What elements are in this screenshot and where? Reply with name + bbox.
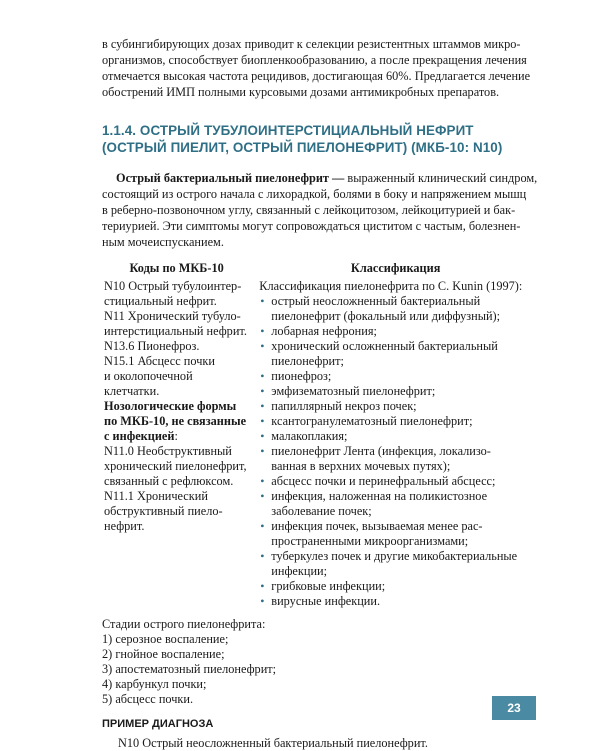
list-item <box>259 579 532 594</box>
section-title-line: 1.1.4. ОСТРЫЙ ТУБУЛОИНТЕРСТИЦИАЛЬНЫЙ НЕФРИТ <box>102 123 474 138</box>
list-item-line: • инфекция, наложенная на поликистозное <box>271 489 488 503</box>
definition-line: ным мочеиспусканием. <box>102 235 224 249</box>
section-title <box>102 122 532 156</box>
classification-column <box>259 260 532 609</box>
classification-table <box>102 260 532 609</box>
classification-header: Классификация <box>350 261 441 275</box>
list-item <box>259 519 532 549</box>
list-item-line: • грибковые инфекции; <box>271 579 386 593</box>
icd-line: и околопочечной <box>104 369 193 383</box>
definition-line: териурией. Эти симптомы могут сопровождаться циститом с частым, болезнен- <box>102 219 521 233</box>
list-item-line: пиелонефрит (фокальный или диффузный); <box>271 309 501 323</box>
definition-first-line <box>102 170 538 186</box>
stage-item: 3) апостематозный пиелонефрит; <box>102 662 277 676</box>
stages-title: Стадии острого пиелонефрита: <box>102 617 266 631</box>
list-item-line: • папиллярный некроз почек; <box>271 399 417 413</box>
list-item <box>259 369 532 384</box>
classification-list <box>259 294 532 609</box>
icd-line: нефрит. <box>104 519 145 533</box>
list-item <box>259 429 532 444</box>
stages-list <box>102 617 532 707</box>
diagnosis-example-text: N10 Острый неосложненный бактериальный пиелонефрит. <box>118 736 428 750</box>
list-item-line: • ксантогранулематозный пиелонефрит; <box>271 414 473 428</box>
list-item-line: • малакоплакия; <box>271 429 348 443</box>
icd-line: N11 Хронический тубуло- <box>104 309 241 323</box>
list-item-line: • пиелонефрит Лента (инфекция, локализо- <box>271 444 491 458</box>
stage-item: 2) гнойное воспаление; <box>102 647 225 661</box>
definition-first-line-rest: выраженный клинический синдром, <box>344 171 538 185</box>
list-item <box>259 324 532 339</box>
list-item-line: • абсцесс почки и перинефральный абсцесс; <box>271 474 496 488</box>
definition-paragraph <box>102 170 538 250</box>
page-number-badge: 23 <box>492 696 536 720</box>
classification-intro-text: Классификация пиелонефрита по C. Kunin (1997): <box>259 279 523 293</box>
list-item-line: ванная в верхних мочевых путях); <box>271 459 451 473</box>
icd-line: связанный с рефлюксом. <box>104 474 234 488</box>
icd-line: N10 Острый тубулоинтер- <box>104 279 242 293</box>
intro-line: обострений ИМП полными курсовыми дозами антимикробных препаратов. <box>102 85 500 99</box>
list-item-line: • пионефроз; <box>271 369 332 383</box>
intro-line: организмов, способствует биопленкообразованию, а после прекращения лечения <box>102 53 527 67</box>
list-item <box>259 489 532 519</box>
icd-line: N15.1 Абсцесс почки <box>104 354 215 368</box>
nosology-heading-last <box>104 429 251 444</box>
stage-item: 1) серозное воспаление; <box>102 632 229 646</box>
list-item-line: • эмфизематозный пиелонефрит; <box>271 384 436 398</box>
definition-line: состоящий из острого начала с лихорадкой, болями в боку и напряжением мышц <box>102 187 527 201</box>
list-item-line: • инфекция почек, вызываемая менее рас- <box>271 519 483 533</box>
intro-line: в субингибирующих дозах приводит к селекции резистентных штаммов микро- <box>102 37 521 51</box>
list-item <box>259 399 532 414</box>
icd-line: хронический пиелонефрит, <box>104 459 247 473</box>
list-item <box>259 294 532 324</box>
icd-line: клетчатки. <box>104 384 160 398</box>
nosology-heading-last-text: с инфекцией <box>104 429 175 443</box>
list-item-line: • лобарная нефрония; <box>271 324 377 338</box>
list-item <box>259 594 532 609</box>
icd-line: N11.1 Хронический <box>104 489 208 503</box>
stage-item: 4) карбункул почки; <box>102 677 207 691</box>
list-item-line: пиелонефрит; <box>271 354 344 368</box>
list-item-line: • хронический осложненный бактериальный <box>271 339 498 353</box>
classification-intro <box>259 279 532 294</box>
nosology-heading-line: по МКБ-10, не связанные <box>104 414 247 428</box>
icd-codes-column <box>102 260 251 609</box>
definition-line: в реберно-позвоночном углу, связанный с лейкоцитозом, лейкоцитурией и бак- <box>102 203 516 217</box>
nosology-heading-line: Нозологические формы <box>104 399 237 413</box>
list-item <box>259 414 532 429</box>
icd-line: интерстициальный нефрит. <box>104 324 247 338</box>
icd-line: обструктивный пиело- <box>104 504 223 518</box>
icd-line: стициальный нефрит. <box>104 294 217 308</box>
nosology-heading-colon: : <box>174 429 178 443</box>
page-content <box>102 36 538 751</box>
list-item-line: • туберкулез почек и другие микобактериальные <box>271 549 518 563</box>
list-item-line: пространенными микроорганизмами; <box>271 534 469 548</box>
diagnosis-example-heading: ПРИМЕР ДИАГНОЗА <box>102 718 214 730</box>
icd-line: N11.0 Необструктивный <box>104 444 232 458</box>
definition-term: Острый бактериальный пиелонефрит — <box>116 171 345 185</box>
list-item <box>259 339 532 369</box>
list-item <box>259 384 532 399</box>
icd-codes-header: Коды по МКБ-10 <box>129 261 224 275</box>
list-item-line: • вирусные инфекции. <box>271 594 381 608</box>
section-title-line: (ОСТРЫЙ ПИЕЛИТ, ОСТРЫЙ ПИЕЛОНЕФРИТ) (МКБ-10: N10) <box>102 140 503 155</box>
intro-line: отмечается высокая частота рецидивов, достигающая 60%. Предлагается лечение <box>102 69 531 83</box>
stage-item: 5) абсцесс почки. <box>102 692 194 706</box>
list-item <box>259 474 532 489</box>
icd-line: N13.6 Пионефроз. <box>104 339 200 353</box>
list-item-line: инфекции; <box>271 564 328 578</box>
intro-paragraph <box>102 36 532 100</box>
list-item <box>259 444 532 474</box>
list-item-line: • острый неосложненный бактериальный <box>271 294 481 308</box>
list-item-line: заболевание почек; <box>271 504 372 518</box>
icd-codes-body <box>102 279 251 534</box>
list-item <box>259 549 532 579</box>
